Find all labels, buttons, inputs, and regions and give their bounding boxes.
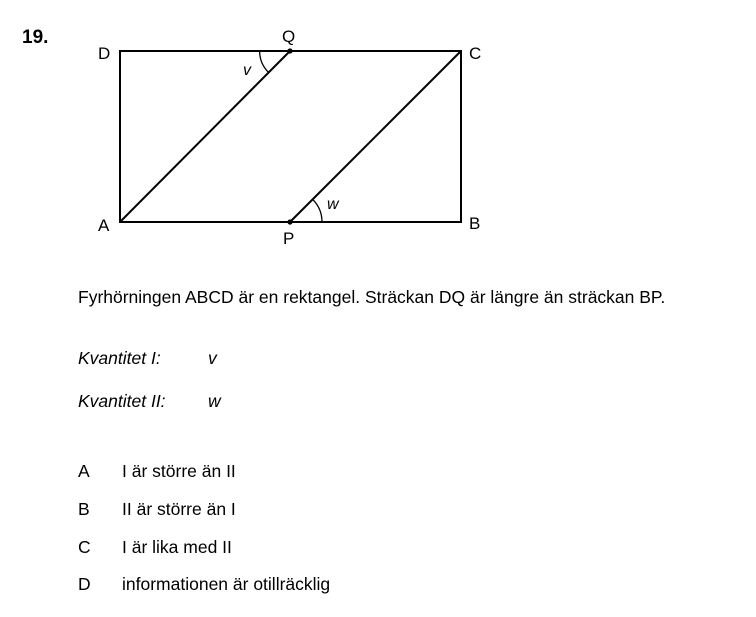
option-b-letter: B (78, 499, 90, 519)
point-q (287, 48, 292, 53)
quantity-1-label: Kvantitet I: (78, 348, 161, 368)
vertex-label-d: D (98, 44, 111, 63)
option-c-text: I är lika med II (122, 537, 232, 557)
vertex-label-b: B (469, 214, 481, 233)
quantity-2-value: w (208, 391, 221, 411)
option-a[interactable] (78, 461, 236, 482)
vertex-label-a: A (98, 216, 110, 235)
angle-label-v: v (243, 62, 251, 79)
vertex-label-c: C (469, 44, 482, 63)
option-b-text: II är större än I (122, 499, 236, 519)
problem-statement: Fyrhörningen ABCD är en rektangel. Sträckan DQ är längre än sträckan BP. (78, 287, 666, 307)
point-p (287, 219, 292, 224)
segment-pc (290, 51, 461, 222)
rectangle-abcd (120, 51, 461, 222)
option-a-text: I är större än II (122, 461, 236, 481)
option-a-letter: A (78, 461, 90, 481)
option-d-text: informationen är otillräcklig (122, 574, 331, 594)
angle-arc-v (260, 51, 269, 73)
vertex-label-q: Q (282, 27, 296, 46)
question-number: 19. (22, 27, 49, 48)
quantity-1 (78, 348, 217, 369)
option-c[interactable] (78, 537, 232, 558)
quantity-2-label: Kvantitet II: (78, 391, 166, 411)
quantity-2 (78, 391, 221, 412)
option-b[interactable] (78, 499, 236, 520)
angle-label-w: w (327, 196, 339, 213)
quantity-1-value: v (208, 348, 217, 368)
vertex-label-p: P (283, 229, 295, 248)
angle-arc-w (313, 199, 322, 222)
segment-aq (120, 51, 290, 222)
rectangle-figure (0, 0, 756, 270)
option-d-letter: D (78, 574, 91, 594)
option-d[interactable] (78, 574, 330, 595)
option-c-letter: C (78, 537, 91, 557)
